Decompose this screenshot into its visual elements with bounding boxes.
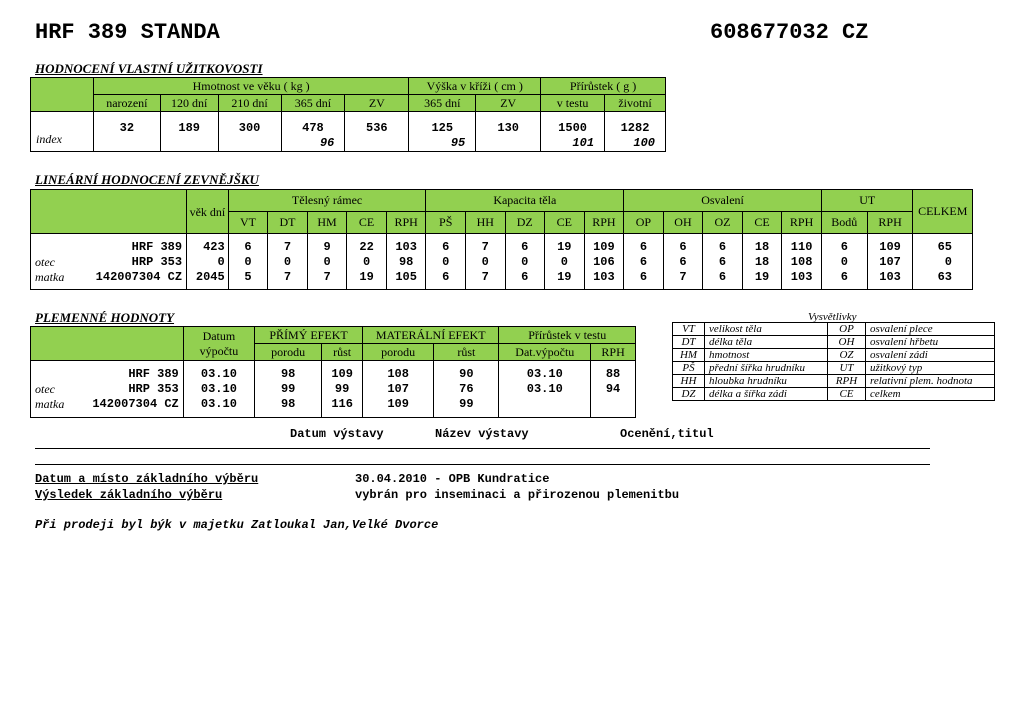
exhibition-date-label: Datum výstavy xyxy=(290,427,384,441)
s2-score-cell xyxy=(703,234,743,290)
s2-score: 6 xyxy=(639,270,648,284)
s3-col-header: porodu xyxy=(255,344,322,361)
s2-col-header: OZ xyxy=(703,212,743,234)
legend-abbr: DT xyxy=(673,336,705,349)
s2-score: 6 xyxy=(718,270,727,284)
s2-col-header: CE xyxy=(545,212,585,234)
s2-score: 19 xyxy=(557,240,572,254)
s2-score: 103 xyxy=(879,270,901,284)
s3-blank xyxy=(31,327,184,361)
s2-score-cell xyxy=(268,234,308,290)
s2-score: 65 xyxy=(937,240,952,254)
s1-value-cell xyxy=(476,112,541,152)
s3-value-cell xyxy=(183,361,254,418)
s2-score: 19 xyxy=(557,270,572,284)
s2-blank xyxy=(31,190,187,234)
selection-label-1: Datum a místo základního výběru xyxy=(35,472,259,486)
s1-value-cell xyxy=(541,112,605,152)
s2-score: 5 xyxy=(244,270,252,284)
s3-value: 03.10 xyxy=(200,367,237,381)
s2-group-total: CELKEM xyxy=(913,190,973,234)
s2-col-header: RPH xyxy=(867,212,913,234)
s1-index: 96 xyxy=(319,136,335,150)
s1-value-cell xyxy=(345,112,409,152)
legend-row xyxy=(673,362,995,375)
legend-abbr: OP xyxy=(828,323,866,336)
s2-score: 18 xyxy=(754,240,770,254)
s2-age-cell xyxy=(187,234,229,290)
ownership-note: Při prodeji byl býk v majetku Zatloukal Jan,Velké Dvorce xyxy=(35,518,439,532)
own-performance-table xyxy=(30,77,666,152)
s2-col-header: PŠ xyxy=(426,212,466,234)
s1-value: 1282 xyxy=(620,121,650,135)
s3-date-header: Datum výpočtu xyxy=(183,327,254,361)
legend-abbr: OZ xyxy=(828,349,866,362)
legend-row xyxy=(673,323,995,336)
s3-value: 116 xyxy=(331,397,353,411)
s2-score: 0 xyxy=(521,255,529,269)
s3-value: 03.10 xyxy=(200,382,237,396)
s2-score: 108 xyxy=(790,255,813,269)
s1-group-gain: Přírůstek ( g ) xyxy=(541,78,666,95)
s2-score: 0 xyxy=(840,255,848,269)
s2-score-cell xyxy=(465,234,505,290)
s2-score: 0 xyxy=(560,255,568,269)
selection-value-1: 30.04.2010 - OPB Kundratice xyxy=(355,472,550,486)
s1-value: 32 xyxy=(119,121,135,135)
s2-score: 109 xyxy=(879,240,901,254)
s2-score: 0 xyxy=(362,255,371,269)
legend-abbr: PŠ xyxy=(673,362,705,375)
s2-score: 6 xyxy=(442,240,450,254)
legend-desc: relativní plem. hodnota xyxy=(866,375,995,388)
s3-value: 03.10 xyxy=(526,367,563,381)
s2-score-cell xyxy=(624,234,664,290)
s2-score-cell xyxy=(545,234,585,290)
s2-group-capacity: Kapacita těla xyxy=(426,190,624,212)
s2-name-row xyxy=(31,270,186,285)
legend-desc: hloubka hrudníku xyxy=(705,375,828,388)
s1-value: 1500 xyxy=(558,121,587,135)
s2-score: 7 xyxy=(679,270,687,284)
s2-score: 19 xyxy=(754,270,770,284)
s3-value-cell xyxy=(499,361,591,418)
s1-value: 478 xyxy=(302,121,324,135)
s3-group-direct: PŘÍMÝ EFEKT xyxy=(255,327,363,344)
s2-col-header: HM xyxy=(307,212,347,234)
s2-score: 6 xyxy=(521,270,529,284)
s2-score: 63 xyxy=(937,270,952,284)
s2-col-header: RPH xyxy=(584,212,624,234)
s3-name-row xyxy=(31,382,183,397)
s2-score-cell xyxy=(867,234,913,290)
s2-score: 6 xyxy=(679,255,687,269)
s3-value: 107 xyxy=(387,382,409,396)
s3-animal-name: HRF 389 xyxy=(128,367,179,381)
s2-score: 0 xyxy=(323,255,331,269)
s3-value: 03.10 xyxy=(526,382,563,396)
s2-score-cell xyxy=(913,234,973,290)
selection-label-2: Výsledek základního výběru xyxy=(35,488,223,502)
s2-group-frame: Tělesný rámec xyxy=(228,190,426,212)
s3-col-header: růst xyxy=(322,344,363,361)
s1-col-header: 365 dní xyxy=(409,95,476,112)
s2-row-label: matka xyxy=(35,270,65,284)
s2-score: 6 xyxy=(639,240,648,254)
s1-value: 130 xyxy=(497,121,519,135)
s2-col-header: OP xyxy=(624,212,664,234)
s2-score: 19 xyxy=(359,270,374,284)
legend-abbr: OH xyxy=(828,336,866,349)
s2-score: 7 xyxy=(323,270,331,284)
legend-abbr: RPH xyxy=(828,375,866,388)
s1-value: 189 xyxy=(178,121,201,135)
s2-col-header: VT xyxy=(228,212,268,234)
breeding-values-table xyxy=(30,326,636,418)
s1-index: 100 xyxy=(633,136,655,150)
bull-id: 608677032 CZ xyxy=(710,20,869,45)
s2-score: 6 xyxy=(639,255,648,269)
s2-score: 6 xyxy=(718,255,727,269)
s3-col-header: RPH xyxy=(591,344,636,361)
linear-evaluation-table xyxy=(30,189,973,290)
s1-group-weight: Hmotnost ve věku ( kg ) xyxy=(93,78,408,95)
selection-value-2: vybrán pro inseminaci a přirozenou plemenitbu xyxy=(355,488,680,502)
s2-age: 423 xyxy=(203,240,225,254)
s2-score: 0 xyxy=(244,255,252,269)
s3-animal-name: 142007304 CZ xyxy=(92,397,179,411)
legend-desc: osvalení plece xyxy=(866,323,995,336)
s1-row-label xyxy=(31,112,94,152)
s2-score-cell xyxy=(584,234,624,290)
s3-name-cell xyxy=(31,361,184,418)
s3-value: 90 xyxy=(459,367,474,381)
s2-score-cell xyxy=(307,234,347,290)
s3-value: 108 xyxy=(387,367,409,381)
s3-value: 88 xyxy=(605,367,621,381)
s2-score: 103 xyxy=(395,240,417,254)
s1-value: 300 xyxy=(238,121,261,135)
s1-value-cell xyxy=(218,112,281,152)
legend-abbr: HH xyxy=(673,375,705,388)
section2-title: LINEÁRNÍ HODNOCENÍ ZEVNĚJŠKU xyxy=(35,172,259,187)
section3-title: PLEMENNÉ HODNOTY xyxy=(35,310,175,325)
legend-abbr: CE xyxy=(828,388,866,401)
s3-value: 99 xyxy=(280,382,296,396)
s3-value: 94 xyxy=(605,382,621,396)
s1-col-header: ZV xyxy=(476,95,541,112)
legend-desc: velikost těla xyxy=(705,323,828,336)
s3-value-cell xyxy=(434,361,499,418)
s1-row-label-text: index xyxy=(36,132,62,146)
s2-score: 6 xyxy=(718,240,727,254)
s2-score-cell xyxy=(426,234,466,290)
s3-value-cell xyxy=(322,361,363,418)
s2-score-cell xyxy=(505,234,545,290)
s2-score: 103 xyxy=(593,270,615,284)
legend-table xyxy=(672,322,995,401)
s1-value-cell xyxy=(605,112,666,152)
s2-col-header: OH xyxy=(663,212,703,234)
legend-title: Vysvětlivky xyxy=(808,311,857,323)
s2-name-cell xyxy=(31,234,187,290)
s1-blank xyxy=(31,78,94,112)
s1-value-cell xyxy=(93,112,160,152)
legend-desc: délka těla xyxy=(705,336,828,349)
s2-col-header: RPH xyxy=(386,212,426,234)
s2-animal-name: HRF 389 xyxy=(131,240,183,254)
divider-1 xyxy=(35,448,930,449)
s3-value: 03.10 xyxy=(200,397,237,411)
s1-index: 95 xyxy=(450,136,466,150)
s3-group-test-gain: Přírůstek v testu xyxy=(499,327,636,344)
s2-animal-name: HRP 353 xyxy=(131,255,183,269)
legend-desc: osvalení hřbetu xyxy=(866,336,995,349)
section1-title: HODNOCENÍ VLASTNÍ UŽITKOVOSTI xyxy=(35,61,263,76)
s2-score: 6 xyxy=(244,240,252,254)
s2-score: 6 xyxy=(442,270,450,284)
s2-score: 107 xyxy=(879,255,901,269)
s1-col-header: v testu xyxy=(541,95,605,112)
s3-value: 98 xyxy=(280,397,296,411)
s2-score: 6 xyxy=(679,240,687,254)
s3-value: 109 xyxy=(387,397,409,411)
s1-col-header: životní xyxy=(605,95,666,112)
s2-score-cell xyxy=(782,234,822,290)
s2-score: 22 xyxy=(359,240,374,254)
s1-col-header: 210 dní xyxy=(218,95,281,112)
legend-desc: přední šířka hrudníku xyxy=(705,362,828,375)
s2-score: 105 xyxy=(395,270,417,284)
s2-score: 0 xyxy=(481,255,489,269)
bull-name: HRF 389 STANDA xyxy=(35,20,220,45)
s2-col-header: CE xyxy=(742,212,782,234)
s3-row-label: otec xyxy=(35,382,55,396)
s3-group-maternal: MATERÁLNÍ EFEKT xyxy=(363,327,499,344)
s2-score: 9 xyxy=(323,240,331,254)
s2-score: 7 xyxy=(481,240,489,254)
s2-score: 103 xyxy=(790,270,813,284)
s1-index: 101 xyxy=(572,136,595,150)
legend-desc: užitkový typ xyxy=(866,362,995,375)
exhibition-award-label: Ocenění,titul xyxy=(620,427,714,441)
divider-2 xyxy=(35,464,930,465)
s3-value: 109 xyxy=(331,367,353,381)
s1-value-cell xyxy=(160,112,218,152)
legend-desc: hmotnost xyxy=(705,349,828,362)
s2-col-header: HH xyxy=(465,212,505,234)
s3-value: 99 xyxy=(459,397,474,411)
s2-col-header: CE xyxy=(347,212,387,234)
s1-col-header: 365 dní xyxy=(281,95,345,112)
s2-group-muscling: Osvalení xyxy=(624,190,822,212)
s2-score-cell xyxy=(742,234,782,290)
s2-age: 0 xyxy=(217,255,225,269)
s1-col-header: 120 dní xyxy=(160,95,218,112)
s1-value-cell xyxy=(281,112,345,152)
s3-name-row xyxy=(31,397,183,412)
s1-value: 536 xyxy=(366,121,388,135)
s2-score-cell xyxy=(347,234,387,290)
s2-score: 110 xyxy=(790,240,813,254)
s2-score: 0 xyxy=(442,255,450,269)
s3-value: 76 xyxy=(459,382,474,396)
exhibition-name-label: Název výstavy xyxy=(435,427,529,441)
s2-group-ut: UT xyxy=(821,190,913,212)
legend-desc: délka a šířka zádi xyxy=(705,388,828,401)
s3-value-cell xyxy=(591,361,636,418)
legend-row xyxy=(673,349,995,362)
s2-name-row xyxy=(31,240,186,255)
s1-col-header: narození xyxy=(93,95,160,112)
s2-score: 6 xyxy=(840,240,848,254)
s2-score: 7 xyxy=(283,270,292,284)
legend-desc: celkem xyxy=(866,388,995,401)
s1-group-height: Výška v kříži ( cm ) xyxy=(409,78,541,95)
s2-col-header: DZ xyxy=(505,212,545,234)
s3-col-header: růst xyxy=(434,344,499,361)
s2-age: 2045 xyxy=(195,270,225,284)
s3-row-label: matka xyxy=(35,397,65,411)
s2-score: 7 xyxy=(481,270,489,284)
s2-row-label: otec xyxy=(35,255,55,269)
s3-value: 98 xyxy=(280,367,296,381)
s2-col-header: Bodů xyxy=(821,212,867,234)
s2-score: 98 xyxy=(398,255,414,269)
s3-value: 99 xyxy=(334,382,350,396)
s2-score: 0 xyxy=(944,255,952,269)
s2-score: 106 xyxy=(593,255,615,269)
s1-col-header: ZV xyxy=(345,95,409,112)
s2-name-row xyxy=(31,255,186,270)
s2-score: 18 xyxy=(754,255,770,269)
legend-abbr: HM xyxy=(673,349,705,362)
legend-row xyxy=(673,388,995,401)
s3-col-header: porodu xyxy=(363,344,434,361)
s3-animal-name: HRP 353 xyxy=(128,382,179,396)
s2-score: 7 xyxy=(283,240,292,254)
legend-abbr: VT xyxy=(673,323,705,336)
legend-row xyxy=(673,336,995,349)
s2-score-cell xyxy=(386,234,426,290)
s1-value-cell xyxy=(409,112,476,152)
legend-desc: osvalení zádi xyxy=(866,349,995,362)
s3-col-header: Dat.výpočtu xyxy=(499,344,591,361)
s1-value: 125 xyxy=(431,121,454,135)
s2-col-header: RPH xyxy=(782,212,822,234)
legend-row xyxy=(673,375,995,388)
s2-score: 0 xyxy=(283,255,292,269)
s2-score-cell xyxy=(228,234,268,290)
s3-value-cell xyxy=(255,361,322,418)
s2-score: 109 xyxy=(593,240,615,254)
s2-score: 6 xyxy=(840,270,848,284)
s2-animal-name: 142007304 CZ xyxy=(95,270,183,284)
s3-name-row xyxy=(31,367,183,382)
s2-score: 6 xyxy=(521,240,529,254)
legend-abbr: UT xyxy=(828,362,866,375)
legend-abbr: DZ xyxy=(673,388,705,401)
s2-col-header: DT xyxy=(268,212,308,234)
s2-age-header: věk dní xyxy=(187,190,229,234)
s2-score-cell xyxy=(821,234,867,290)
s3-value-cell xyxy=(363,361,434,418)
s2-score-cell xyxy=(663,234,703,290)
